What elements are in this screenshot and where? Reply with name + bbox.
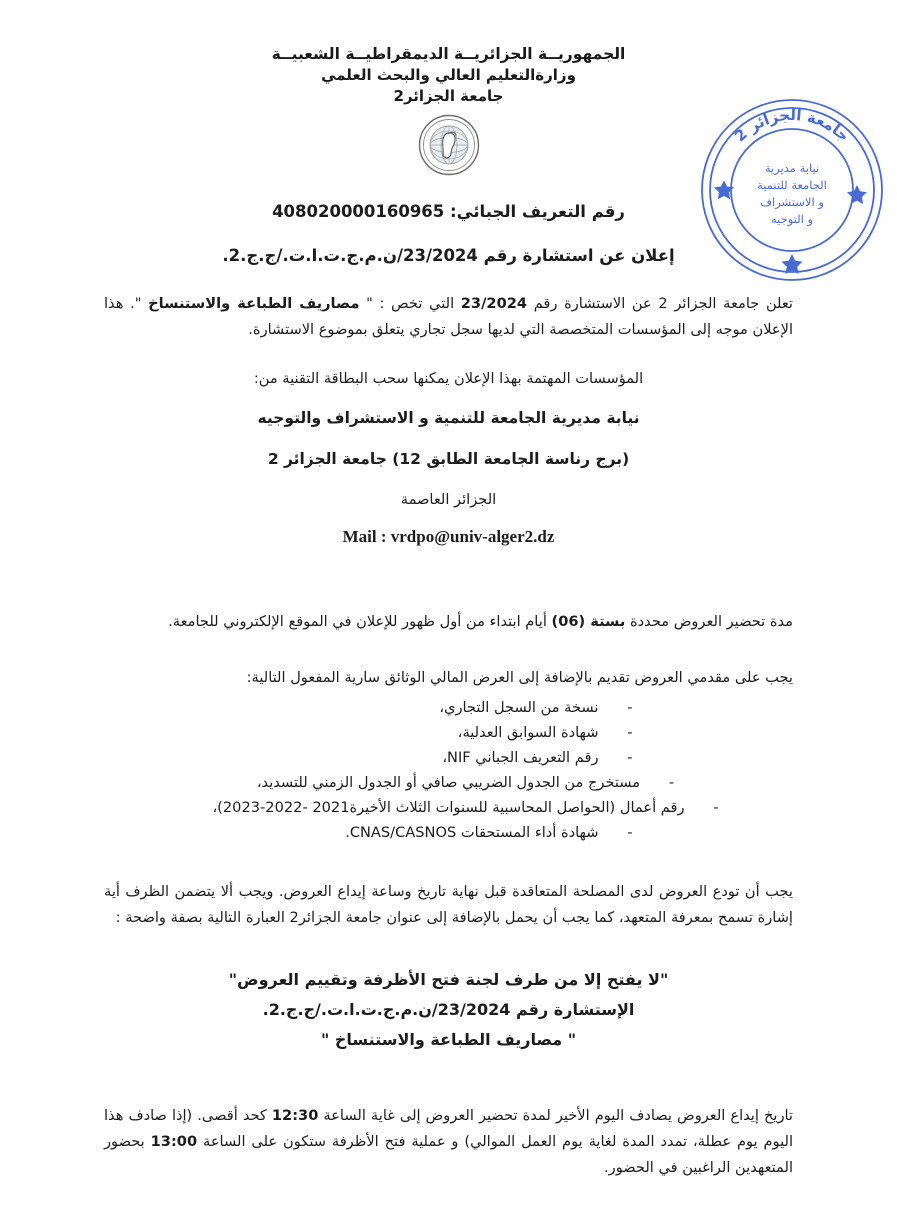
deadline-time-submission: 12:30 — [271, 1106, 319, 1124]
svg-text:جامعة الجزائر 2: جامعة الجزائر 2 — [730, 105, 854, 146]
svg-text:و الاستشراف: و الاستشراف — [760, 195, 824, 209]
list-item-label: رقم أعمال (الحواصل المحاسبية للسنوات الثلاث الأخيرة2021 -2022-2023)، — [212, 798, 685, 816]
list-item-label: رقم التعريف الجباني NIF، — [442, 748, 599, 766]
mail-label: Mail : — [342, 526, 387, 546]
dash-bullet: - — [627, 748, 633, 766]
contact-city: الجزائر العاصمة — [400, 491, 497, 509]
fiscal-id-value: 408020000160965 — [272, 202, 445, 221]
deadline-time-opening: 13:00 — [150, 1132, 198, 1150]
deadline-paragraph — [104, 1103, 793, 1181]
deadline-text-4: بحضور المتعهدين الراغبين في — [104, 1132, 793, 1176]
sealing-line2: تسمح بمعرفة المتعهد، كما يجب أن يحمل بالإضافة إلى عنوان جامعة الجزائر2 العبارة التالية بصفة واضحة : — [115, 908, 753, 926]
duration-days: بستة (06) — [551, 612, 626, 630]
deadline-text-1: تاريخ إيداع العروض يصادف اليوم الأخير لمدة تحضير العروض إلى غاية الساعة — [318, 1106, 793, 1124]
intro-before: تعلن جامعة الجزائر 2 عن الاستشارة رقم — [527, 295, 793, 312]
dash-bullet: - — [627, 723, 633, 741]
intro-after: ". — [130, 295, 149, 312]
list-item-label: نسخة من السجل التجاري، — [439, 698, 599, 716]
list-item — [104, 795, 793, 820]
duration-after: أيام ابتداء من أول ظهور للإعلان في الموقع الإلكتروني للجامعة. — [168, 612, 552, 630]
page-title: إعلان عن استشارة رقم 23/2024/ن.م.ج.ت.ا.ت./ج.ج.2. — [222, 246, 675, 265]
withdraw-lead: المؤسسات المهتمة بهذا الإعلان يمكنها سحب البطاقة التقنية من: — [253, 369, 644, 387]
list-item — [104, 770, 793, 795]
university-globe-emblem-icon — [418, 114, 480, 176]
official-round-stamp-icon — [696, 92, 888, 288]
svg-text:الجامعة للتنمية: الجامعة للتنمية — [757, 178, 827, 192]
duration-before: مدة تحضير العروض محددة — [625, 612, 793, 630]
deadline-text-5: الحضور. — [604, 1158, 654, 1176]
deadline-text-3: يوم عطلة، تمدد المدة لغاية يوم العمل الموالي) و عملية فتح الأظرفة ستكون على الساعة — [197, 1132, 758, 1150]
list-item-label: شهادة السوابق العدلية، — [457, 723, 599, 741]
dash-bullet: - — [627, 823, 633, 841]
intro-subject: مصاريف الطباعة والاستنساخ — [148, 295, 360, 312]
dash-bullet: - — [627, 698, 633, 716]
republic-line: الجمهوريــة الجزائريــة الديمقراطيــة الشعبيــة — [271, 45, 626, 63]
list-item — [104, 745, 793, 770]
ministry-line: وزارةالتعليم العالي والبحث العلمي — [321, 66, 576, 84]
fiscal-id-label: رقم التعريف الجبائي: — [450, 202, 625, 221]
svg-text:و التوجيه: و التوجيه — [770, 212, 814, 226]
statement-reference: الإستشارة رقم 23/2024/ن.م.ج.ت.ا.ت./ج.ج.2. — [262, 999, 635, 1019]
duration-paragraph — [104, 609, 793, 635]
list-item — [104, 695, 793, 720]
contact-address: (برج رناسة الجامعة الطابق 12) جامعة الجزائر 2 — [267, 449, 630, 468]
list-item — [104, 720, 793, 745]
document-body — [0, 291, 897, 1181]
statement-subject: " مصاريف الطباعة والاستنساخ " — [320, 1029, 577, 1049]
svg-text:نيابة مديرية: نيابة مديرية — [764, 161, 820, 175]
dash-bullet: - — [713, 798, 719, 816]
intro-line2: هذا الإعلان موجه إلى المؤسسات المتخصصة التي لديها سجل تجاري يتعلق بموضوع الاستشارة. — [104, 295, 793, 338]
university-line: جامعة الجزائر2 — [393, 87, 504, 105]
documents-lead: يجب على مقدمي العروض تقديم بالإضافة إلى العرض المالي الوثائق سارية المفعول التالية: — [246, 668, 793, 686]
sealing-paragraph — [104, 879, 793, 931]
intro-middle: التي تخص : " — [359, 295, 461, 312]
intro-number: 23/2024 — [460, 295, 528, 312]
intro-paragraph — [104, 291, 793, 343]
contact-mail — [104, 527, 793, 547]
deadline-text-2: كحد أقصى. (إذا صادف هذا اليوم — [104, 1106, 793, 1150]
contact-office: نيابة مديرية الجامعة للتنمية و الاستشراف والتوجيه — [257, 409, 640, 428]
envelope-statements — [104, 965, 793, 1055]
statement-opening: "لا يفتح إلا من طرف لجنة فتح الأظرفة وتقييم العروض" — [228, 969, 669, 989]
documents-list — [104, 695, 793, 845]
mail-address[interactable]: vrdpo@univ-alger2.dz — [390, 526, 555, 546]
dash-bullet: - — [668, 773, 675, 791]
list-item-label: مستخرج من الجدول الضريبي صافي أو الجدول الزمني للتسديد، — [256, 773, 641, 791]
sealing-line1: يجب أن تودع العروض لدى المصلحة المتعاقدة قبل نهاية تاريخ وساعة إيداع العروض. ويجب ألا يتضمن الظرف أية إشارة — [104, 882, 793, 926]
list-item-label: شهادة أداء المستحقات CNAS/CASNOS. — [345, 823, 599, 841]
list-item — [104, 820, 793, 845]
